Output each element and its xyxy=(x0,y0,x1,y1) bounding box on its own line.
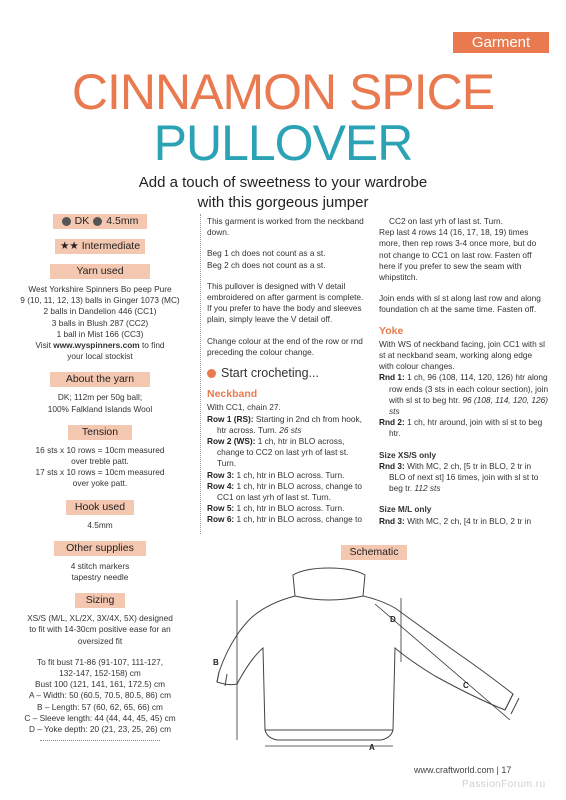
sizing-line: oversized fit xyxy=(77,635,123,646)
right-cuff xyxy=(505,694,519,714)
yarn-ball-icon xyxy=(62,217,71,226)
row-label: Rnd 1: xyxy=(379,372,405,383)
stockist-line xyxy=(8,340,192,351)
row-text: 1 ch, 96 (108, 114, 120, 126) htr along row ends (3 sts in each colour section), join with sl st to beg htr. xyxy=(389,372,549,405)
hook-used-block xyxy=(8,520,192,531)
intro-paragraph: This garment is worked from the neckband down. xyxy=(207,216,364,238)
measure-line: Bust 100 (121, 141, 161, 172.5) cm xyxy=(34,679,166,690)
size-heading-text: Size M/L only xyxy=(379,504,432,515)
stockist-line-2: your local stockist xyxy=(67,351,133,362)
supply-line: 4 stitch markers xyxy=(70,560,130,571)
supply-line: tapestry needle xyxy=(71,572,129,583)
page-number: 17 xyxy=(501,765,512,775)
row-note: 26 sts xyxy=(279,424,302,435)
yarn-line: 2 balls in Dandelion 446 (CC1) xyxy=(43,306,157,317)
pattern-row xyxy=(207,470,367,481)
weight-hook-pill xyxy=(53,214,147,229)
section-tag: Garment xyxy=(453,32,549,53)
size-heading xyxy=(379,450,549,461)
join-paragraph: Join ends with sl st along last row and along foundation ch at the same time. Fasten off. xyxy=(379,293,541,315)
measurements-block xyxy=(8,657,192,741)
subtitle-line-1: Add a touch of sweetness to your wardrobe xyxy=(138,174,428,191)
footer-sep: | xyxy=(494,765,502,775)
neckband-intro: With CC1, chain 27. xyxy=(207,402,281,413)
bullet-icon xyxy=(207,369,216,378)
measure-line: C – Sleeve length: 44 (44, 44, 45, 45) cm xyxy=(24,712,176,723)
pattern-column-middle xyxy=(207,216,367,526)
row-label: Row 3: xyxy=(207,469,235,480)
watermark: PassionForum.ru xyxy=(462,779,546,790)
row-text: Starting in 2nd ch from hook, htr across. Turn. xyxy=(217,413,362,435)
label-a: A xyxy=(369,743,375,752)
subtitle-line-2: with this gorgeous jumper xyxy=(197,194,369,211)
pattern-row xyxy=(207,481,367,503)
yarn-used-heading: Yarn used xyxy=(50,264,150,279)
pattern-row xyxy=(207,414,367,436)
tension-line: 17 sts x 10 rows = 10cm measured xyxy=(35,467,165,478)
tension-block xyxy=(8,445,192,490)
yarn-line: 9 (10, 11, 12, 13) balls in Ginger 1073 (MC) xyxy=(20,295,180,306)
label-d: D xyxy=(390,615,396,624)
footer-site[interactable]: www.craftworld.com xyxy=(414,765,495,775)
visit-prefix: Visit xyxy=(35,340,54,351)
hook-size: 4.5mm xyxy=(106,215,139,227)
continued-line: CC2 on last yrh of last st. Turn. xyxy=(389,216,503,226)
row-label: Rnd 3: xyxy=(379,515,405,526)
about-line: DK; 112m per 50g ball; xyxy=(57,392,143,403)
about-yarn-block xyxy=(8,392,192,414)
title-line-2: PULLOVER xyxy=(153,115,413,171)
tension-line: over treble patt. xyxy=(71,456,129,467)
size-heading xyxy=(379,504,549,515)
row-label: Row 6: xyxy=(207,514,235,525)
tension-line: over yoke patt. xyxy=(72,478,128,489)
page-footer xyxy=(414,765,511,775)
row-text: 1 ch, htr in BLO across, change to CC1 on last yrh of last st. Turn. xyxy=(217,480,362,503)
schematic-diagram xyxy=(205,560,535,755)
tension-line: 16 sts x 10 rows = 10cm measured xyxy=(35,444,165,455)
row-label: Row 5: xyxy=(207,503,235,514)
colour-change-paragraph: Change colour at the end of the row or rnd preceding the colour change. xyxy=(207,335,363,357)
body-outline xyxy=(217,596,513,740)
pattern-row xyxy=(379,516,549,527)
sizing-line: to fit with 14-30cm positive ease for an xyxy=(29,624,171,635)
level-pill xyxy=(55,239,145,254)
yarn-weight: DK xyxy=(74,215,90,227)
yarn-line: West Yorkshire Spinners Bo peep Pure xyxy=(28,284,172,294)
row-label: Row 2 (WS): xyxy=(207,436,256,447)
yarn-line: 1 ball in Mist 166 (CC3) xyxy=(56,328,144,339)
other-supplies-block xyxy=(8,561,192,583)
yarn-line: 3 balls in Blush 287 (CC2) xyxy=(51,317,149,328)
row-text: With MC, 2 ch, [5 tr in BLO, 2 tr in BLO of next st] 16 times, join with sl st to beg tr. xyxy=(389,460,539,494)
about-yarn-heading: About the yarn xyxy=(50,372,150,387)
tension-heading: Tension xyxy=(68,425,132,440)
pattern-column-right xyxy=(379,216,549,527)
collar-outline xyxy=(293,568,365,600)
pattern-row xyxy=(207,503,367,514)
measure-line: B – Length: 57 (60, 62, 65, 66) cm xyxy=(37,701,163,712)
row-note: 96 (108, 114, 120, 126) sts xyxy=(389,394,548,417)
title-line-1: CINNAMON SPICE xyxy=(71,64,495,120)
label-b: B xyxy=(213,658,219,667)
sizing-heading: Sizing xyxy=(75,593,125,608)
subtitle xyxy=(0,173,566,213)
measure-line: 132-147, 152-158) cm xyxy=(59,668,141,679)
yarn-used-block xyxy=(8,284,192,362)
star-icon: ★★ xyxy=(59,240,79,252)
row-text: 1 ch, htr in BLO across, change to xyxy=(234,514,362,525)
note-line: Beg 1 ch does not count as a st. xyxy=(207,248,326,259)
column-divider xyxy=(200,214,201,534)
visit-suffix: to find xyxy=(139,340,165,351)
hook-icon xyxy=(93,217,102,226)
measure-line: D – Yoke depth: 20 (21, 23, 25, 26) cm xyxy=(28,724,172,735)
dotted-rule xyxy=(40,737,160,741)
row-text: With MC, 2 ch, [4 tr in BLO, 2 tr in xyxy=(404,515,532,526)
repeat-paragraph: Rep last 4 rows 14 (16, 17, 18, 19) times more, then rep rows 3-4 once more, but do not change to CC1 on last row. Fasten off here if you prefer to sew the seam with whipstitch. xyxy=(379,227,537,283)
schematic-heading: Schematic xyxy=(341,545,407,560)
row-text: 1 ch, htr in BLO across. Turn. xyxy=(234,469,345,480)
stockist-link[interactable]: www.wyspinners.com xyxy=(53,340,140,351)
row-label: Row 4: xyxy=(207,480,235,491)
other-supplies-heading: Other supplies xyxy=(54,541,146,556)
size-heading-text: Size XS/S only xyxy=(379,449,437,460)
yoke-intro: With WS of neckband facing, join CC1 with sl st at neckband seam, working along edge with colour changes. xyxy=(379,338,546,372)
row-label: Row 1 (RS): xyxy=(207,413,254,424)
info-sidebar xyxy=(8,214,192,741)
measure-line: A – Width: 50 (60.5, 70.5, 80.5, 86) cm xyxy=(28,690,172,701)
pattern-row xyxy=(379,461,549,495)
notes-paragraph xyxy=(207,248,367,270)
sizing-block xyxy=(8,613,192,647)
start-heading-text: Start crocheting... xyxy=(221,366,319,381)
pattern-row xyxy=(207,514,367,525)
row-label: Rnd 2: xyxy=(379,417,405,428)
note-line: Beg 2 ch does not count as a st. xyxy=(207,259,326,270)
pattern-row xyxy=(207,436,367,470)
about-line: 100% Falkland Islands Wool xyxy=(47,403,153,414)
hook-line: 4.5mm xyxy=(87,519,113,530)
hook-used-heading: Hook used xyxy=(66,500,134,515)
row-text: 1 ch, htr in BLO across, change to CC2 on last yrh of last st. Turn. xyxy=(217,436,349,469)
label-c: C xyxy=(463,681,469,690)
row-note: 112 sts xyxy=(414,483,441,494)
measure-line: To fit bust 71-86 (91-107, 111-127, xyxy=(36,656,164,667)
pattern-row xyxy=(379,372,549,417)
yoke-heading: Yoke xyxy=(379,324,404,337)
row-text: 1 ch, htr around, join with sl st to beg htr. xyxy=(389,417,543,439)
start-crocheting-heading xyxy=(207,368,367,379)
neckband-heading: Neckband xyxy=(207,388,258,401)
row-label: Rnd 3: xyxy=(379,460,405,471)
v-detail-paragraph: This pullover is designed with V detail embroidered on after garment is complete. If you prefer to have the body and sleeves plain, simply leave the V detail off. xyxy=(207,280,364,325)
row-text: 1 ch, htr in BLO across. Turn. xyxy=(234,503,345,514)
skill-level: Intermediate xyxy=(81,240,141,252)
sizing-line: XS/S (M/L, XL/2X, 3X/4X, 5X) designed xyxy=(27,613,173,624)
pattern-row xyxy=(379,417,549,439)
